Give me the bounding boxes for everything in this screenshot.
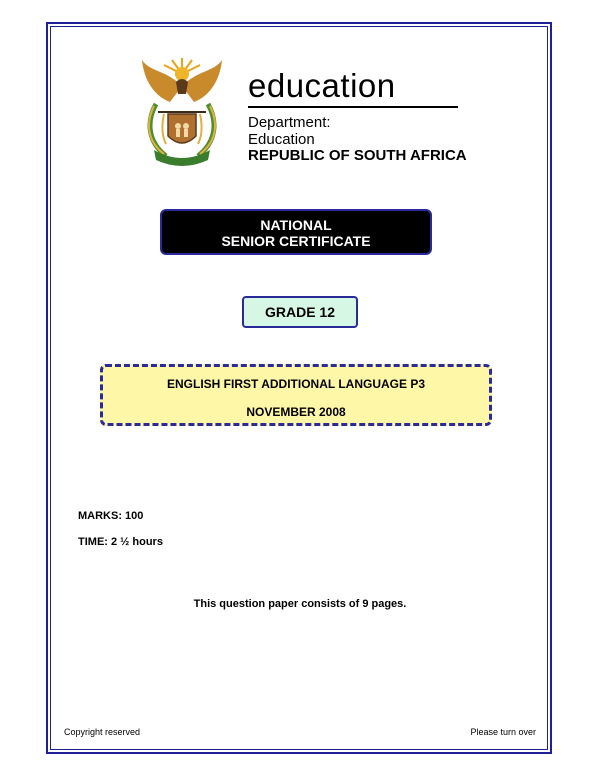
certificate-line-1: NATIONAL bbox=[260, 217, 332, 233]
department-label: Department: bbox=[248, 114, 331, 131]
certificate-line-2: SENIOR CERTIFICATE bbox=[221, 233, 371, 249]
marks-label: MARKS: 100 bbox=[78, 510, 144, 522]
footer-turn-over: Please turn over bbox=[470, 727, 536, 737]
subject-box bbox=[100, 364, 492, 426]
department-name: Education bbox=[248, 131, 315, 148]
country-name: REPUBLIC OF SOUTH AFRICA bbox=[248, 147, 467, 164]
page-count-note: This question paper consists of 9 pages. bbox=[193, 598, 407, 610]
certificate-banner bbox=[160, 209, 432, 255]
footer-copyright: Copyright reserved bbox=[64, 727, 141, 737]
time-label: TIME: 2 ½ hours bbox=[78, 536, 163, 548]
brand-wordmark: education bbox=[248, 67, 396, 104]
coat-of-arms-icon bbox=[136, 52, 228, 170]
exam-date: NOVEMBER 2008 bbox=[246, 405, 346, 419]
brand-underline bbox=[248, 106, 458, 108]
grade-badge: GRADE 12 bbox=[242, 296, 358, 328]
subject-title: ENGLISH FIRST ADDITIONAL LANGUAGE P3 bbox=[166, 377, 425, 391]
